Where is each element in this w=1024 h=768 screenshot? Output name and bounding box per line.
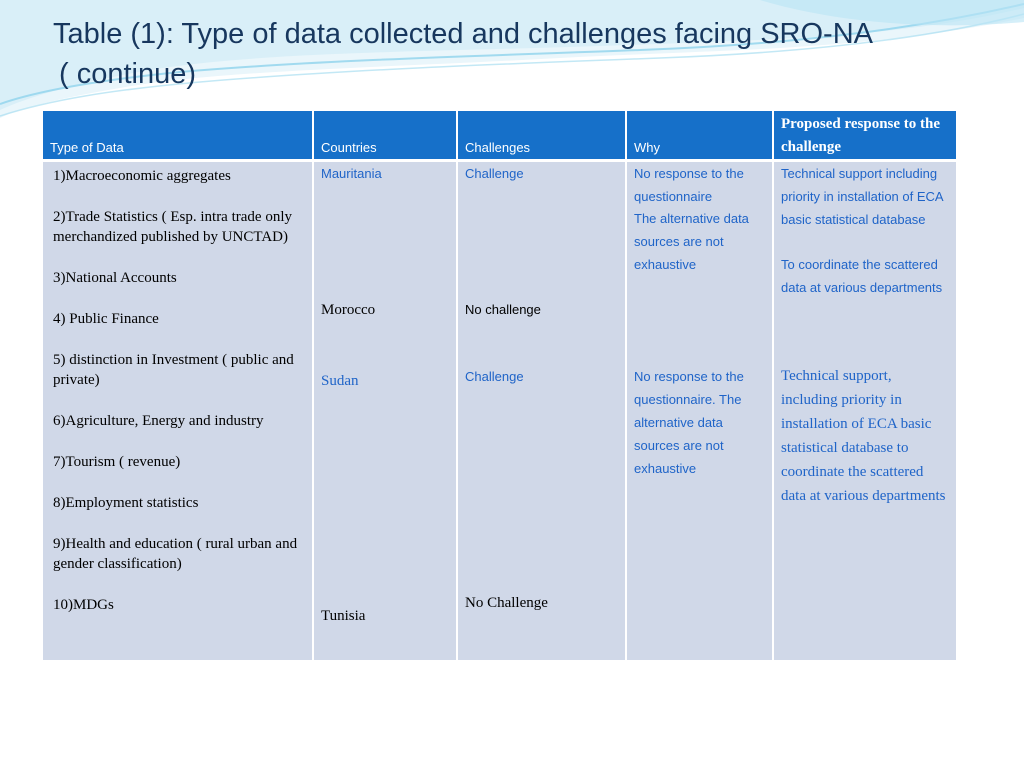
data-types-cell [43,161,313,661]
country-mauritania: Mauritania [321,166,382,181]
data-type-item: 1)Macroeconomic aggregates [53,168,231,184]
header-proposed-response: Proposed response to the challenge [773,111,956,161]
response-cell [773,161,956,661]
table-header-row [43,111,956,161]
data-challenges-table [43,111,956,660]
why-cell [626,161,773,661]
data-type-item: 4) Public Finance [53,311,159,327]
table-row [43,161,956,661]
response-mauritania-1: Technical support including priority in installation of ECA basic statistical database [781,166,943,227]
slide-title [53,14,973,94]
data-type-item: 2)Trade Statistics ( Esp. intra trade only merchandized published by UNCTAD) [53,209,292,245]
data-type-item: 5) distinction in Investment ( public and private) [53,352,294,388]
header-challenges: Challenges [457,111,626,161]
country-tunisia: Tunisia [321,608,366,624]
header-type-of-data: Type of Data [43,111,313,161]
data-type-item: 7)Tourism ( revenue) [53,454,181,470]
why-sudan: No response to the questionnaire. The alternative data sources are not exhaustive [634,369,744,476]
data-type-item: 10)MDGs [53,597,114,613]
why-mauritania-1: No response to the questionnaire [634,166,744,204]
data-type-item: 6)Agriculture, Energy and industry [53,413,264,429]
challenges-cell [457,161,626,661]
countries-cell [313,161,457,661]
slide-title-line-1: Table (1): Type of data collected and challenges facing SRO-NA [53,18,873,50]
challenge-morocco: No challenge [465,302,541,317]
country-sudan: Sudan [321,373,359,389]
header-countries: Countries [313,111,457,161]
country-morocco: Morocco [321,302,376,318]
header-why: Why [626,111,773,161]
challenge-tunisia: No Challenge [465,595,548,611]
response-sudan: Technical support, including priority in installation of ECA basic statistical database to coordinate the scattered data at various departments [781,368,946,504]
challenge-mauritania: Challenge [465,166,524,181]
data-type-item: 9)Health and education ( rural urban and gender classification) [53,536,298,572]
why-mauritania-2: The alternative data sources are not exhaustive [634,211,749,272]
slide-title-line-2: ( continue) [59,58,197,90]
response-mauritania-2: To coordinate the scattered data at various departments [781,257,943,295]
challenge-sudan: Challenge [465,369,524,384]
data-type-item: 3)National Accounts [53,270,177,286]
data-type-item: 8)Employment statistics [53,495,199,511]
